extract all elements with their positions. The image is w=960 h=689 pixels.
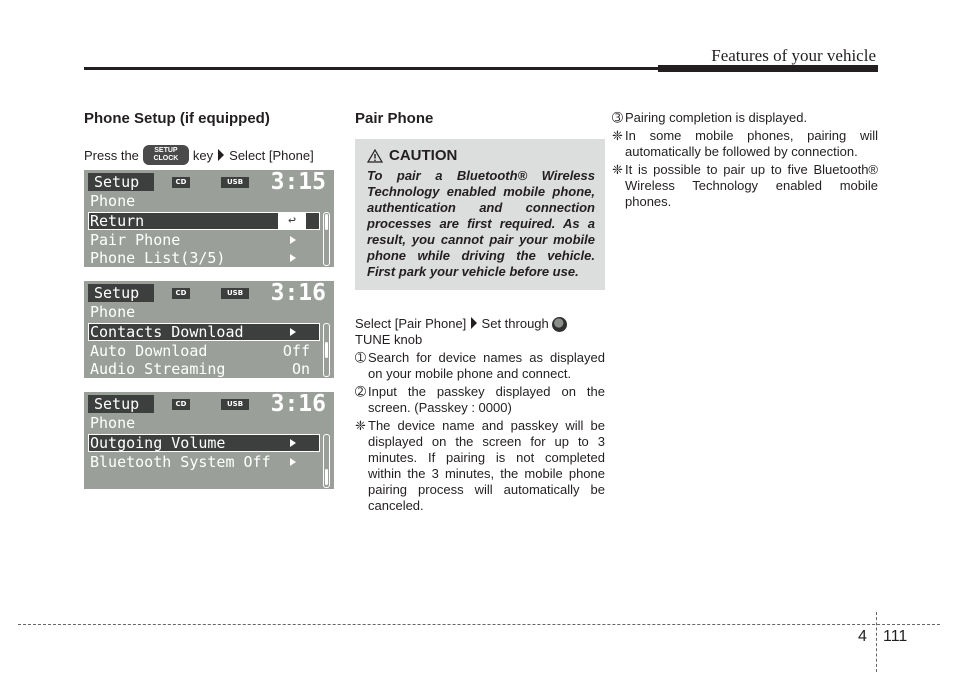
lcd-menu-item-auto-download xyxy=(88,342,320,360)
lcd-item-label: Outgoing Volume xyxy=(90,434,226,452)
lcd-item-label: Bluetooth System Off xyxy=(90,453,271,471)
lcd-menu-item-return xyxy=(88,212,320,230)
note-symbol: ❈ xyxy=(612,128,623,143)
step-text: Input the passkey displayed on the screen. (Passkey : 0000) xyxy=(368,384,605,416)
section-title-pair-phone: Pair Phone xyxy=(355,110,434,127)
lcd-scrollbar xyxy=(323,323,330,377)
warning-triangle-icon xyxy=(367,149,383,163)
lcd-screen-1 xyxy=(84,170,334,267)
chevron-right-icon xyxy=(290,236,296,244)
column-pairing-notes xyxy=(612,110,878,210)
page-number: 111 xyxy=(883,628,908,645)
note-five-phones xyxy=(612,162,878,210)
chevron-right-icon xyxy=(290,439,296,447)
select-instruction xyxy=(355,316,605,348)
arrow-right-icon xyxy=(218,149,224,161)
step-text: Pairing completion is displayed. xyxy=(625,110,808,125)
lcd-heading: Phone xyxy=(90,414,136,432)
footer-rule xyxy=(18,624,940,625)
lcd-item-label: Audio Streaming xyxy=(90,360,226,378)
note-text: The device name and passkey will be displayed on the screen for up to 3 minutes. If pairing is not completed within the 3 minutes, the mobile phone pairing process will automatically be canceled. xyxy=(368,418,605,514)
chevron-right-icon xyxy=(290,254,296,262)
caution-box xyxy=(355,139,605,290)
lcd-scrollbar xyxy=(323,212,330,266)
lcd-usb-indicator: USB xyxy=(221,399,249,410)
chapter-number: 4 xyxy=(858,628,867,645)
chevron-right-icon xyxy=(290,458,296,466)
step-number: ➁ xyxy=(355,384,366,400)
lcd-cd-indicator: CD xyxy=(172,177,190,188)
lcd-item-label: Auto Download xyxy=(90,342,208,360)
lcd-menu-item-phone-list xyxy=(88,249,320,267)
lcd-clock: 3:15 xyxy=(270,170,326,195)
arrow-right-icon xyxy=(471,317,477,329)
lcd-menu-item-audio-streaming xyxy=(88,360,320,378)
lcd-status-bar xyxy=(84,394,334,416)
lcd-status-bar xyxy=(84,172,334,194)
lcd-item-value: On xyxy=(291,360,310,378)
note-timeout xyxy=(355,418,605,514)
lcd-scroll-thumb xyxy=(325,342,328,358)
lcd-screen-3 xyxy=(84,392,334,489)
lcd-setup-tab: Setup xyxy=(88,173,154,191)
select-text-a: Select [Pair Phone] xyxy=(355,316,467,331)
section-title-phone-setup: Phone Setup (if equipped) xyxy=(84,110,270,127)
note-symbol: ❈ xyxy=(355,418,366,434)
step-1 xyxy=(355,350,605,382)
press-key-word: key xyxy=(192,147,214,163)
step-number: ➂ xyxy=(612,110,623,125)
press-action: Select [Phone] xyxy=(229,147,314,163)
lcd-heading: Phone xyxy=(90,303,136,321)
press-instruction xyxy=(84,145,336,165)
caution-text: To pair a Bluetooth® Wireless Technology enabled mobile phone, authentication and connection processes are first required. As a result, you cannot pair your mobile phone while driving the vehicle. First park your vehicle before use. xyxy=(367,168,595,279)
running-header: Features of your vehicle xyxy=(711,46,876,65)
lcd-item-label: Contacts Download xyxy=(90,323,244,341)
lcd-scrollbar xyxy=(323,434,330,488)
lcd-item-value: Off xyxy=(282,342,310,360)
lcd-scroll-thumb xyxy=(325,469,328,485)
lcd-screen-2 xyxy=(84,281,334,378)
press-prefix: Press the xyxy=(84,147,139,163)
caution-heading xyxy=(367,147,595,164)
lcd-setup-tab: Setup xyxy=(88,284,154,302)
tune-knob-icon xyxy=(552,317,567,332)
note-text: In some mobile phones, pairing will automatically be followed by connection. xyxy=(625,128,878,159)
select-text-b: Set through xyxy=(481,316,549,331)
lcd-menu-item-pair-phone xyxy=(88,231,320,249)
note-text: It is possible to pair up to five Bluetooth® Wireless Technology enabled mobile phones. xyxy=(625,162,878,209)
key-label-setup: SETUP xyxy=(154,147,178,154)
key-label-clock: CLOCK xyxy=(153,155,179,162)
lcd-scroll-thumb xyxy=(325,214,328,230)
step-text: Search for device names as displayed on your mobile phone and connect. xyxy=(368,350,605,382)
lcd-menu-item-outgoing-volume xyxy=(88,434,320,452)
note-symbol: ❈ xyxy=(612,162,623,177)
lcd-cd-indicator: CD xyxy=(172,288,190,299)
lcd-item-label: Pair Phone xyxy=(90,231,181,249)
column-phone-setup xyxy=(84,110,336,165)
column-pair-phone xyxy=(355,110,605,514)
step-number: ➀ xyxy=(355,350,366,366)
lcd-setup-tab: Setup xyxy=(88,395,154,413)
step-3 xyxy=(612,110,878,126)
lcd-clock: 3:16 xyxy=(270,281,326,306)
setup-clock-key-icon xyxy=(143,145,189,165)
lcd-item-label: Return xyxy=(90,212,145,230)
lcd-cd-indicator: CD xyxy=(172,399,190,410)
note-auto-connect xyxy=(612,128,878,160)
lcd-menu-item-bluetooth-system-off xyxy=(88,453,320,471)
lcd-usb-indicator: USB xyxy=(221,177,249,188)
lcd-heading: Phone xyxy=(90,192,136,210)
return-icon: ↩ xyxy=(278,212,306,230)
chevron-right-icon xyxy=(290,328,296,336)
lcd-status-bar xyxy=(84,283,334,305)
caution-title: CAUTION xyxy=(389,147,458,164)
lcd-menu-item-contacts-download xyxy=(88,323,320,341)
step-2 xyxy=(355,384,605,416)
lcd-item-label: Phone List(3/5) xyxy=(90,249,226,267)
select-text-c: TUNE knob xyxy=(355,332,423,348)
footer-divider xyxy=(876,612,877,672)
header-rule-accent xyxy=(658,65,878,72)
lcd-clock: 3:16 xyxy=(270,392,326,417)
lcd-usb-indicator: USB xyxy=(221,288,249,299)
